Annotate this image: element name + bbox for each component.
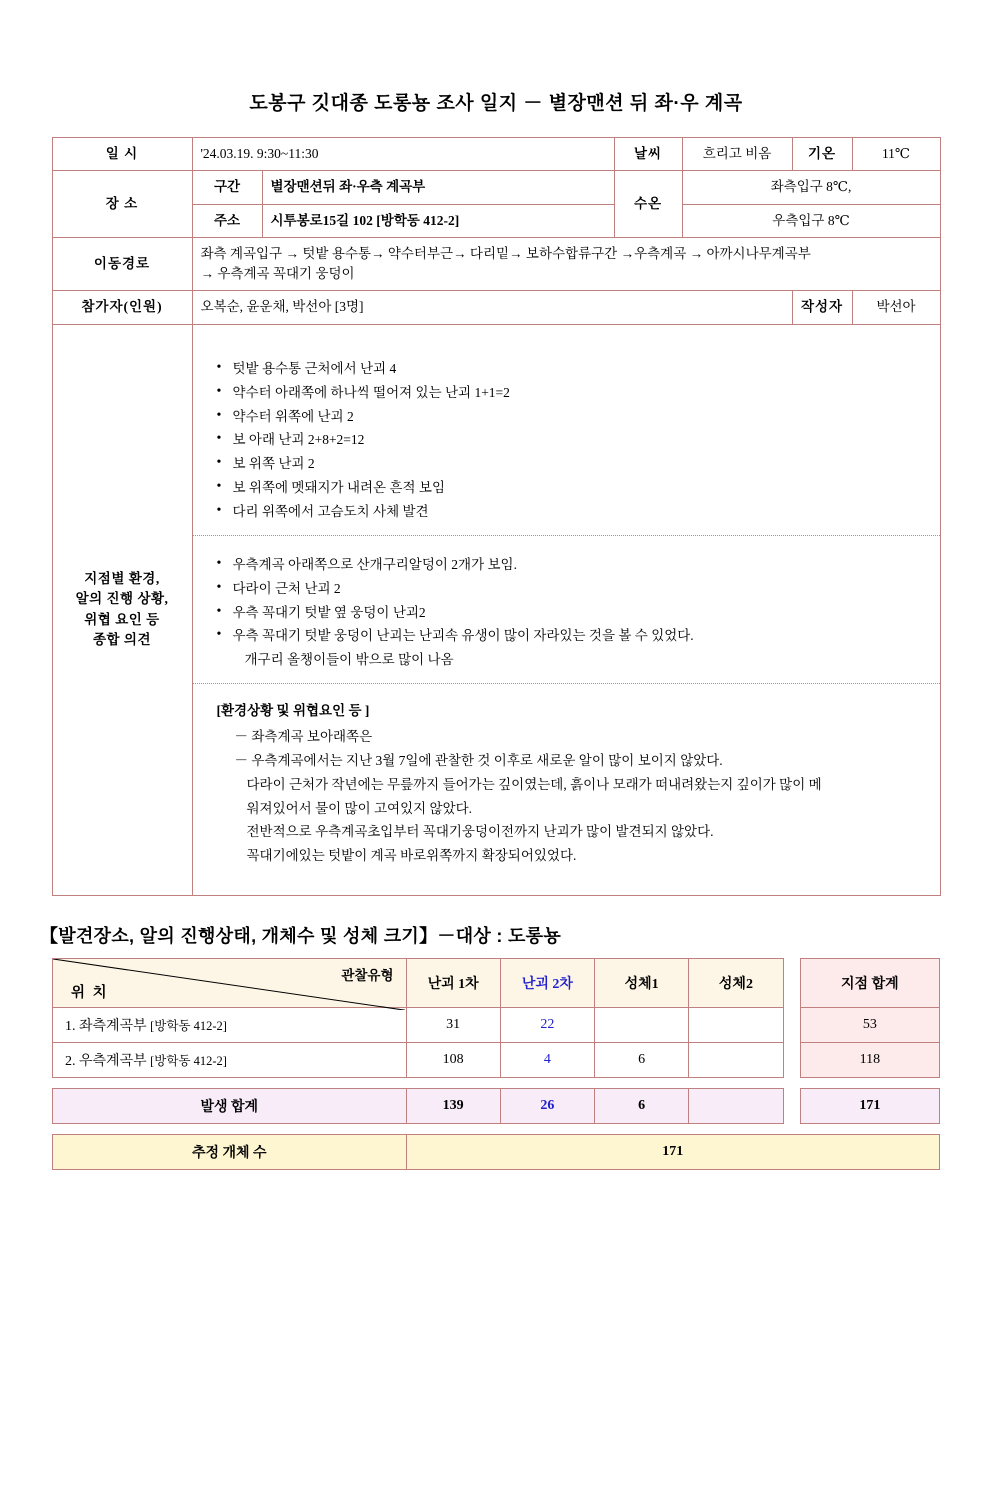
table-row: [52, 237, 940, 291]
notes-label: [52, 324, 192, 895]
table-row: [52, 291, 940, 324]
temperature-value: 11℃: [852, 138, 940, 171]
place-label: 장 소: [52, 171, 192, 238]
notes-label-line-3: 위협 요인 등: [84, 611, 160, 627]
column-header-egg1: 난괴 1차: [406, 958, 500, 1007]
notes-item: • 보 위쪽 난괴 2: [217, 453, 926, 475]
date-value: '24.03.19. 9:30~11:30: [192, 138, 614, 171]
participants-label: 참가자(인원): [52, 291, 192, 324]
route-label: 이동경로: [52, 237, 192, 291]
notes-item: • 우측계곡 아래쪽으로 산개구리알덩이 2개가 보임.: [217, 554, 926, 576]
route-line-2: → 우측계곡 꼭대기 웅덩이: [200, 266, 355, 281]
writer-value: 박선아: [852, 291, 940, 324]
participants-value: 오복순, 윤운채, 박선아 [3명]: [192, 291, 792, 324]
spacer-row: [53, 1123, 940, 1134]
writer-label: 작성자: [792, 291, 852, 324]
cell-adult2: [689, 1007, 783, 1042]
total-row: [53, 1088, 940, 1123]
notes-item: • 다라이 근처 난괴 2: [217, 578, 926, 600]
spacer-cell: [783, 1007, 800, 1042]
row-location-2: [53, 1042, 407, 1077]
column-header-egg2: 난괴 2차: [500, 958, 594, 1007]
notes-item: 다라이 근처가 작년에는 무릎까지 들어가는 깊이였는데, 흙이나 모래가 떠내려왔는지 깊이가 많이 메: [246, 776, 822, 792]
counts-section-heading: 【발견장소, 알의 진행상태, 개체수 및 성체 크기】－대상 : 도롱뇽: [40, 925, 562, 946]
location-name: 1. 좌측계곡부: [65, 1018, 147, 1034]
table-row: [52, 171, 940, 204]
notes-subitem: 개구리 올챙이들이 밖으로 많이 나옴: [244, 652, 454, 668]
column-header-adult1: 성체1: [595, 958, 689, 1007]
cell-site-total: 118: [800, 1042, 939, 1077]
notes-label-line-4: 종합 의견: [92, 631, 152, 647]
route-value: [192, 237, 940, 291]
page-title: 도봉구 깃대종 도롱뇽 조사 일지 － 별장맨션 뒤 좌·우 계곡: [249, 93, 743, 114]
cell-egg2: 22: [500, 1007, 594, 1042]
estimate-label: 추정 개체 수: [53, 1134, 407, 1169]
table-header-row: [53, 958, 940, 1007]
counts-table: [52, 958, 940, 1170]
location-address: [방학동 412-2]: [150, 1018, 227, 1033]
estimate-value: 171: [406, 1134, 940, 1169]
address-value: 시투봉로15길 102 [방학동 412-2]: [262, 204, 614, 237]
total-egg2: 26: [500, 1088, 594, 1123]
notes-item: • 보 위쪽에 멧돼지가 내려온 흔적 보임: [217, 477, 926, 499]
header-location: 위 치: [71, 984, 109, 1001]
estimate-row: [53, 1134, 940, 1169]
notes-item: • 우측 꼭대기 텃밭 옆 웅덩이 난괴2: [217, 602, 926, 624]
total-adult1: 6: [595, 1088, 689, 1123]
total-egg1: 139: [406, 1088, 500, 1123]
cell-egg1: 31: [406, 1007, 500, 1042]
row-location-1: [53, 1007, 407, 1042]
notes-item: － 우측계곡에서는 지난 3월 7일에 관찰한 것 이후로 새로운 알이 많이 보이지 않았다.: [234, 752, 723, 768]
total-sum: 171: [800, 1088, 939, 1123]
spacer-cell: [783, 958, 800, 1007]
notes-item: 꼭대기에있는 텃밭이 계곡 바로위쪽까지 확장되어있었다.: [246, 848, 577, 864]
cell-adult2: [689, 1042, 783, 1077]
notes-item: － 좌측계곡 보아래쪽은: [234, 729, 373, 744]
cell-adult1: 6: [595, 1042, 689, 1077]
notes-label-line-1: 지점별 환경,: [84, 571, 160, 586]
spacer-row: [53, 1077, 940, 1088]
notes-label-line-2: 알의 진행 상황,: [75, 591, 169, 607]
notes-item: 워져있어서 물이 많이 고여있지 않았다.: [246, 800, 473, 816]
weather-value: 흐리고 비옴: [682, 138, 792, 171]
notes-content: [192, 324, 940, 895]
table-row: [52, 138, 940, 171]
notes-item: • 약수터 위쪽에 난괴 2: [217, 406, 926, 428]
total-label: 발생 합계: [53, 1088, 407, 1123]
notes-item: • 텃밭 용수통 근처에서 난괴 4: [217, 358, 926, 380]
route-line-1: 좌측 계곡입구 → 텃밭 용수통→ 약수터부근→ 다리밑→ 보하수합류구간 →우측계곡 → 아까시나무계곡부: [200, 245, 811, 261]
column-header-adult2: 성체2: [689, 958, 783, 1007]
cell-site-total: 53: [800, 1007, 939, 1042]
notes-item: • 약수터 아래쪽에 하나씩 떨어져 있는 난괴 1+1=2: [217, 382, 926, 404]
table-row: [52, 324, 940, 895]
total-adult2: [689, 1088, 783, 1123]
cell-egg2: 4: [500, 1042, 594, 1077]
cell-egg1: 108: [406, 1042, 500, 1077]
column-header-site-total: 지점 합계: [800, 958, 939, 1007]
temperature-label: 기온: [792, 138, 852, 171]
notes-item: 전반적으로 우측계곡초입부터 꼭대기웅덩이전까지 난괴가 많이 발견되지 않았다.: [246, 824, 714, 840]
location-name: 2. 우측계곡부: [65, 1053, 147, 1069]
notes-item: • 보 아래 난괴 2+8+2=12: [217, 429, 926, 451]
counts-section: [52, 958, 940, 1170]
date-label: 일 시: [52, 138, 192, 171]
cell-adult1: [595, 1007, 689, 1042]
table-row: [53, 1007, 940, 1042]
watertemp-value-left: 좌측입구 8℃,: [682, 171, 940, 204]
notes-group-left-valley: [193, 340, 940, 535]
spacer-cell: [783, 1088, 800, 1123]
notes-group-right-valley: [193, 535, 940, 683]
notes-item: • 다리 위쪽에서 고슴도치 사체 발견: [217, 501, 926, 523]
section-label: 구간: [192, 171, 262, 204]
notes-group-environment: [193, 683, 940, 879]
table-row: [53, 1042, 940, 1077]
location-address: [방학동 412-2]: [150, 1053, 227, 1068]
address-label: 주소: [192, 204, 262, 237]
watertemp-label: 수온: [614, 171, 682, 238]
header-observation-type: 관찰유형: [341, 967, 394, 983]
header-diagonal-cell: [53, 958, 407, 1007]
watertemp-value-right: 우측입구 8℃: [682, 204, 940, 237]
notes-section-header: [환경상황 및 위협요인 등 ]: [216, 703, 370, 719]
weather-label: 날씨: [614, 138, 682, 171]
document-page: [0, 88, 992, 1491]
section-value: 별장맨션뒤 좌·우측 계곡부: [262, 171, 614, 204]
survey-info-table: [52, 137, 941, 896]
spacer-cell: [783, 1042, 800, 1077]
notes-item: • 우측 꼭대기 텃밭 웅덩이 난괴는 난괴속 유생이 많이 자라있는 것을 볼 수 있었다.: [217, 625, 926, 647]
